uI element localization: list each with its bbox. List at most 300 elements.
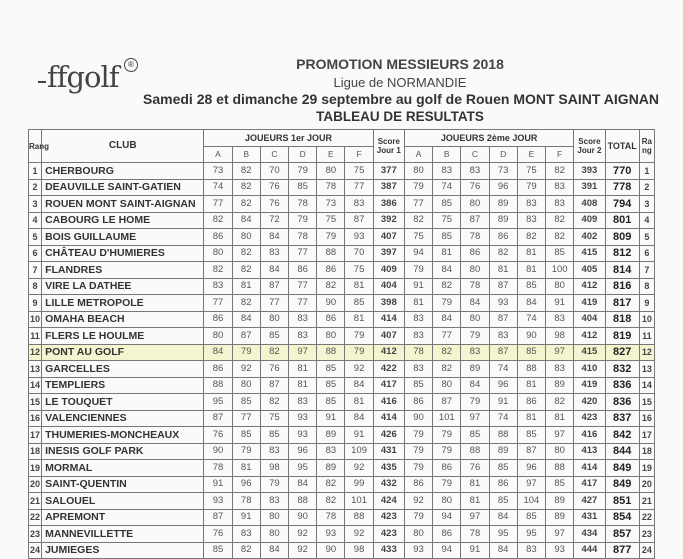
day2-score-cell: 95 bbox=[517, 526, 545, 543]
day2-score-cell: 76 bbox=[461, 460, 489, 477]
day1-total-cell: 377 bbox=[373, 163, 404, 180]
day1-score-cell: 91 bbox=[317, 410, 345, 427]
rank-right-cell: 3 bbox=[639, 196, 654, 213]
day2-score-cell: 87 bbox=[489, 311, 517, 328]
day2-total-cell: 423 bbox=[574, 410, 605, 427]
day1-score-cell: 83 bbox=[232, 526, 260, 543]
day1-score-cell: 81 bbox=[232, 460, 260, 477]
day1-score-cell: 88 bbox=[289, 493, 317, 510]
rank-cell: 11 bbox=[29, 328, 42, 345]
day1-score-cell: 93 bbox=[289, 410, 317, 427]
rank-right-cell: 21 bbox=[639, 493, 654, 510]
day2-score-cell: 94 bbox=[404, 245, 432, 262]
table-row bbox=[29, 245, 655, 262]
day2-score-cell: 84 bbox=[517, 295, 545, 312]
day1-score-cell: 78 bbox=[204, 460, 232, 477]
day2-score-cell: 79 bbox=[433, 427, 461, 444]
day2-score-cell: 79 bbox=[461, 394, 489, 411]
day2-score-cell: 97 bbox=[546, 526, 574, 543]
day1-score-cell: 82 bbox=[232, 179, 260, 196]
day1-score-cell: 84 bbox=[232, 311, 260, 328]
club-name-cell: FLERS LE HOULME bbox=[42, 328, 204, 345]
day2-score-cell: 84 bbox=[489, 542, 517, 559]
club-name-cell: SAINT-QUENTIN bbox=[42, 476, 204, 493]
day1-score-cell: 76 bbox=[260, 196, 288, 213]
day1-score-cell: 86 bbox=[204, 229, 232, 246]
day1-score-cell: 85 bbox=[345, 295, 373, 312]
table-row bbox=[29, 377, 655, 394]
day1-total-cell: 422 bbox=[373, 361, 404, 378]
rank-cell: 16 bbox=[29, 410, 42, 427]
day2-score-cell: 91 bbox=[404, 278, 432, 295]
club-name-cell: TEMPLIERS bbox=[42, 377, 204, 394]
day2-score-cell: 89 bbox=[546, 377, 574, 394]
rank-cell: 12 bbox=[29, 344, 42, 361]
table-row bbox=[29, 394, 655, 411]
day1-score-cell: 85 bbox=[260, 427, 288, 444]
day1-score-cell: 77 bbox=[260, 295, 288, 312]
day2-score-cell: 77 bbox=[404, 196, 432, 213]
day2-score-cell: 84 bbox=[433, 262, 461, 279]
day2-score-cell: 79 bbox=[433, 295, 461, 312]
day2-score-cell: 82 bbox=[404, 212, 432, 229]
rank-cell: 24 bbox=[29, 542, 42, 559]
day2-score-cell: 97 bbox=[546, 427, 574, 444]
day2-score-cell: 74 bbox=[489, 361, 517, 378]
day1-score-cell: 88 bbox=[317, 344, 345, 361]
day1-total-cell: 416 bbox=[373, 394, 404, 411]
day1-score-cell: 96 bbox=[232, 476, 260, 493]
day1-score-cell: 73 bbox=[317, 196, 345, 213]
club-name-cell: VALENCIENNES bbox=[42, 410, 204, 427]
rank-right-cell: 17 bbox=[639, 427, 654, 444]
day1-score-cell: 81 bbox=[345, 278, 373, 295]
day2-score-cell: 76 bbox=[461, 179, 489, 196]
day1-score-cell: 89 bbox=[317, 427, 345, 444]
day1-score-cell: 85 bbox=[317, 377, 345, 394]
day2-total-cell: 412 bbox=[574, 278, 605, 295]
day2-score-cell: 79 bbox=[461, 328, 489, 345]
day1-score-cell: 83 bbox=[289, 394, 317, 411]
day2-total-cell: 408 bbox=[574, 196, 605, 213]
club-name-cell: JUMIEGES bbox=[42, 542, 204, 559]
day1-score-cell: 77 bbox=[204, 196, 232, 213]
rank-cell: 13 bbox=[29, 361, 42, 378]
day2-score-cell: 83 bbox=[433, 163, 461, 180]
day2-score-cell: 80 bbox=[404, 163, 432, 180]
day1-score-cell: 85 bbox=[232, 394, 260, 411]
day2-score-cell: 86 bbox=[404, 394, 432, 411]
table-row bbox=[29, 328, 655, 345]
day1-score-cell: 81 bbox=[345, 394, 373, 411]
rank-cell: 20 bbox=[29, 476, 42, 493]
day2-score-cell: 75 bbox=[517, 163, 545, 180]
day1-score-cell: 93 bbox=[204, 493, 232, 510]
player-letter-header: A bbox=[404, 146, 432, 163]
club-name-cell: ROUEN MONT SAINT-AIGNAN bbox=[42, 196, 204, 213]
day2-total-cell: 415 bbox=[574, 245, 605, 262]
club-name-cell: OMAHA BEACH bbox=[42, 311, 204, 328]
day2-score-cell: 74 bbox=[489, 410, 517, 427]
day2-score-cell: 73 bbox=[489, 163, 517, 180]
day1-total-cell: 387 bbox=[373, 179, 404, 196]
day2-score-cell: 83 bbox=[489, 328, 517, 345]
day1-score-cell: 79 bbox=[232, 344, 260, 361]
day2-score-cell: 79 bbox=[433, 443, 461, 460]
day1-score-cell: 82 bbox=[317, 493, 345, 510]
table-row bbox=[29, 262, 655, 279]
club-name-cell: THUMERIES-MONCHEAUX bbox=[42, 427, 204, 444]
rank-right-cell: 8 bbox=[639, 278, 654, 295]
league-name: Ligue de NORMANDIE bbox=[333, 75, 467, 90]
total-cell: 819 bbox=[605, 328, 639, 345]
day1-score-cell: 86 bbox=[289, 262, 317, 279]
total-cell: 832 bbox=[605, 361, 639, 378]
day2-score-cell: 86 bbox=[433, 526, 461, 543]
day2-score-cell: 91 bbox=[461, 542, 489, 559]
club-name-cell: PONT AU GOLF bbox=[42, 344, 204, 361]
day1-score-cell: 92 bbox=[345, 460, 373, 477]
day1-score-cell: 83 bbox=[345, 196, 373, 213]
total-cell: 814 bbox=[605, 262, 639, 279]
club-name-cell: CHERBOURG bbox=[42, 163, 204, 180]
day1-score-cell: 78 bbox=[289, 229, 317, 246]
day1-score-cell: 78 bbox=[289, 196, 317, 213]
day1-score-cell: 78 bbox=[317, 179, 345, 196]
day2-total-cell: 434 bbox=[574, 526, 605, 543]
day1-score-cell: 87 bbox=[204, 509, 232, 526]
total-cell: 817 bbox=[605, 295, 639, 312]
day1-score-cell: 92 bbox=[289, 542, 317, 559]
total-cell: 877 bbox=[605, 542, 639, 559]
day2-score-cell: 87 bbox=[517, 443, 545, 460]
day2-score-cell: 79 bbox=[404, 509, 432, 526]
total-cell: 849 bbox=[605, 460, 639, 477]
rank-right-cell: 11 bbox=[639, 328, 654, 345]
day2-score-cell: 85 bbox=[546, 245, 574, 262]
day2-score-cell: 83 bbox=[546, 311, 574, 328]
day2-score-cell: 83 bbox=[404, 328, 432, 345]
table-row bbox=[29, 410, 655, 427]
rank-cell: 23 bbox=[29, 526, 42, 543]
day1-score-cell: 78 bbox=[232, 493, 260, 510]
day1-score-cell: 88 bbox=[317, 245, 345, 262]
day2-score-cell: 95 bbox=[489, 526, 517, 543]
day2-score-cell: 86 bbox=[461, 245, 489, 262]
day1-score-cell: 99 bbox=[345, 476, 373, 493]
day2-score-cell: 82 bbox=[433, 361, 461, 378]
day1-score-cell: 92 bbox=[345, 526, 373, 543]
day2-score-cell: 93 bbox=[546, 542, 574, 559]
day2-score-cell: 101 bbox=[433, 410, 461, 427]
day2-header: JOUEURS 2ème JOUR bbox=[404, 130, 573, 147]
day2-score-cell: 79 bbox=[404, 179, 432, 196]
day2-score-cell: 81 bbox=[461, 476, 489, 493]
day2-score-cell: 94 bbox=[433, 542, 461, 559]
player-letter-header: E bbox=[517, 146, 545, 163]
day2-score-cell: 89 bbox=[489, 196, 517, 213]
day1-score-cell: 79 bbox=[317, 229, 345, 246]
day1-total-cell: 404 bbox=[373, 278, 404, 295]
day2-score-cell: 81 bbox=[433, 245, 461, 262]
registered-mark-icon: ® bbox=[124, 58, 138, 72]
player-letter-header: D bbox=[489, 146, 517, 163]
day1-total-cell: 423 bbox=[373, 526, 404, 543]
day2-total-cell: 416 bbox=[574, 427, 605, 444]
day2-score-cell: 82 bbox=[517, 229, 545, 246]
day2-score-cell: 85 bbox=[433, 196, 461, 213]
day2-score-cell: 80 bbox=[433, 493, 461, 510]
rank-right-cell: 23 bbox=[639, 526, 654, 543]
rank-cell: 19 bbox=[29, 460, 42, 477]
day2-score-cell: 79 bbox=[404, 427, 432, 444]
day1-score-cell: 81 bbox=[345, 311, 373, 328]
rank-right-cell: 24 bbox=[639, 542, 654, 559]
day2-score-cell: 81 bbox=[517, 377, 545, 394]
day2-score-cell: 89 bbox=[461, 361, 489, 378]
day2-score-cell: 79 bbox=[517, 179, 545, 196]
day1-score-cell: 74 bbox=[204, 179, 232, 196]
rank-cell: 22 bbox=[29, 509, 42, 526]
day1-score-cell: 77 bbox=[289, 295, 317, 312]
day2-score-cell: 82 bbox=[546, 394, 574, 411]
day2-score-cell: 87 bbox=[433, 394, 461, 411]
day1-score-cell: 85 bbox=[204, 542, 232, 559]
total-cell: 809 bbox=[605, 229, 639, 246]
rank-right-cell: 1 bbox=[639, 163, 654, 180]
logo-bar bbox=[38, 81, 46, 83]
day1-score-cell: 82 bbox=[232, 245, 260, 262]
rank-right-cell: 15 bbox=[639, 394, 654, 411]
day1-score-cell: 75 bbox=[345, 262, 373, 279]
day2-score-cell: 81 bbox=[489, 262, 517, 279]
table-row bbox=[29, 311, 655, 328]
club-name-cell: APREMONT bbox=[42, 509, 204, 526]
table-row bbox=[29, 542, 655, 559]
day2-score-cell: 79 bbox=[404, 443, 432, 460]
club-name-cell: MANNEVILLETTE bbox=[42, 526, 204, 543]
day1-total-cell: 398 bbox=[373, 295, 404, 312]
day2-score-cell: 84 bbox=[461, 295, 489, 312]
day2-total-cell: 431 bbox=[574, 509, 605, 526]
club-name-cell: GARCELLES bbox=[42, 361, 204, 378]
day1-score-cell: 91 bbox=[232, 509, 260, 526]
day1-score-cell: 109 bbox=[345, 443, 373, 460]
rank-right-cell: 22 bbox=[639, 509, 654, 526]
day2-score-cell: 81 bbox=[517, 262, 545, 279]
day1-score-cell: 90 bbox=[317, 295, 345, 312]
day1-score-cell: 98 bbox=[345, 542, 373, 559]
day1-score-cell: 81 bbox=[289, 377, 317, 394]
rank-right-cell: 9 bbox=[639, 295, 654, 312]
table-row bbox=[29, 295, 655, 312]
day2-score-cell: 79 bbox=[433, 476, 461, 493]
club-name-cell: BOIS GUILLAUME bbox=[42, 229, 204, 246]
day1-score-cell: 86 bbox=[317, 311, 345, 328]
day1-total-cell: 431 bbox=[373, 443, 404, 460]
day1-score-cell: 84 bbox=[232, 212, 260, 229]
day2-score-cell: 86 bbox=[489, 476, 517, 493]
day1-score-cell: 97 bbox=[289, 344, 317, 361]
score2-header: Score Jour 2 bbox=[574, 130, 605, 163]
day2-score-cell: 86 bbox=[489, 229, 517, 246]
total-cell: 812 bbox=[605, 245, 639, 262]
rank-cell: 6 bbox=[29, 245, 42, 262]
total-cell: 816 bbox=[605, 278, 639, 295]
day1-score-cell: 80 bbox=[317, 328, 345, 345]
day1-score-cell: 84 bbox=[289, 476, 317, 493]
day2-total-cell: 444 bbox=[574, 542, 605, 559]
results-body bbox=[29, 163, 655, 559]
day1-score-cell: 93 bbox=[317, 526, 345, 543]
day2-score-cell: 88 bbox=[546, 460, 574, 477]
player-letter-header: F bbox=[546, 146, 574, 163]
day1-total-cell: 407 bbox=[373, 229, 404, 246]
day1-total-cell: 423 bbox=[373, 509, 404, 526]
day1-score-cell: 78 bbox=[317, 509, 345, 526]
total-cell: 857 bbox=[605, 526, 639, 543]
club-name-cell: INESIS GOLF PARK bbox=[42, 443, 204, 460]
day1-total-cell: 414 bbox=[373, 311, 404, 328]
day1-score-cell: 82 bbox=[232, 163, 260, 180]
day1-score-cell: 96 bbox=[289, 443, 317, 460]
day1-total-cell: 409 bbox=[373, 262, 404, 279]
player-letter-header: C bbox=[461, 146, 489, 163]
rank-right-cell: 12 bbox=[639, 344, 654, 361]
day2-score-cell: 80 bbox=[546, 278, 574, 295]
day2-score-cell: 79 bbox=[404, 262, 432, 279]
day1-score-cell: 86 bbox=[204, 311, 232, 328]
day2-score-cell: 93 bbox=[489, 295, 517, 312]
day1-score-cell: 83 bbox=[317, 443, 345, 460]
rank-right-cell: 14 bbox=[639, 377, 654, 394]
day1-total-cell: 412 bbox=[373, 344, 404, 361]
day1-score-cell: 93 bbox=[289, 427, 317, 444]
day1-header: JOUEURS 1er JOUR bbox=[204, 130, 373, 147]
day2-score-cell: 98 bbox=[546, 328, 574, 345]
rank-right-cell: 19 bbox=[639, 460, 654, 477]
day1-score-cell: 83 bbox=[204, 278, 232, 295]
day2-total-cell: 413 bbox=[574, 443, 605, 460]
day2-score-cell: 90 bbox=[404, 410, 432, 427]
rank-right-cell: 20 bbox=[639, 476, 654, 493]
rank-right-cell: 16 bbox=[639, 410, 654, 427]
day1-score-cell: 79 bbox=[232, 443, 260, 460]
day2-score-cell: 83 bbox=[404, 311, 432, 328]
ffgolf-logo bbox=[38, 60, 119, 94]
day2-score-cell: 74 bbox=[433, 179, 461, 196]
day2-score-cell: 89 bbox=[489, 212, 517, 229]
rank-cell: 4 bbox=[29, 212, 42, 229]
day1-score-cell: 75 bbox=[317, 212, 345, 229]
day2-score-cell: 97 bbox=[517, 476, 545, 493]
total-cell: 844 bbox=[605, 443, 639, 460]
day2-score-cell: 92 bbox=[404, 493, 432, 510]
day1-score-cell: 85 bbox=[260, 328, 288, 345]
day2-score-cell: 84 bbox=[489, 509, 517, 526]
day2-score-cell: 91 bbox=[489, 394, 517, 411]
day2-score-cell: 83 bbox=[461, 163, 489, 180]
day1-score-cell: 70 bbox=[260, 163, 288, 180]
rank-right-cell: 7 bbox=[639, 262, 654, 279]
day1-score-cell: 76 bbox=[260, 179, 288, 196]
day1-score-cell: 82 bbox=[204, 212, 232, 229]
total-cell: 794 bbox=[605, 196, 639, 213]
table-row bbox=[29, 460, 655, 477]
day2-score-cell: 78 bbox=[404, 344, 432, 361]
day2-score-cell: 80 bbox=[404, 526, 432, 543]
day1-score-cell: 101 bbox=[345, 493, 373, 510]
day1-score-cell: 89 bbox=[317, 460, 345, 477]
day1-total-cell: 424 bbox=[373, 493, 404, 510]
table-row bbox=[29, 196, 655, 213]
day1-score-cell: 73 bbox=[204, 163, 232, 180]
day1-score-cell: 81 bbox=[289, 361, 317, 378]
day1-score-cell: 83 bbox=[260, 245, 288, 262]
day1-score-cell: 85 bbox=[317, 361, 345, 378]
day2-score-cell: 83 bbox=[461, 344, 489, 361]
day1-score-cell: 84 bbox=[260, 229, 288, 246]
day2-total-cell: 393 bbox=[574, 163, 605, 180]
score1-header: Score Jour 1 bbox=[373, 130, 404, 163]
table-row bbox=[29, 476, 655, 493]
day1-score-cell: 80 bbox=[204, 328, 232, 345]
day1-score-cell: 80 bbox=[260, 311, 288, 328]
results-table bbox=[28, 129, 655, 559]
day2-score-cell: 86 bbox=[404, 476, 432, 493]
rank-right-cell: 13 bbox=[639, 361, 654, 378]
total-cell: 837 bbox=[605, 410, 639, 427]
table-header bbox=[29, 130, 655, 163]
day2-score-cell: 77 bbox=[433, 328, 461, 345]
day2-score-cell: 88 bbox=[517, 361, 545, 378]
table-row bbox=[29, 526, 655, 543]
rank-right-cell: 5 bbox=[639, 229, 654, 246]
day1-score-cell: 90 bbox=[317, 542, 345, 559]
day1-score-cell: 76 bbox=[204, 427, 232, 444]
day2-score-cell: 80 bbox=[461, 196, 489, 213]
day2-score-cell: 82 bbox=[433, 344, 461, 361]
day2-score-cell: 91 bbox=[546, 295, 574, 312]
rank-cell: 15 bbox=[29, 394, 42, 411]
rank-cell: 1 bbox=[29, 163, 42, 180]
day2-total-cell: 402 bbox=[574, 229, 605, 246]
day1-score-cell: 82 bbox=[232, 196, 260, 213]
day2-score-cell: 97 bbox=[546, 344, 574, 361]
day2-total-cell: 409 bbox=[574, 212, 605, 229]
day1-score-cell: 72 bbox=[260, 212, 288, 229]
day1-score-cell: 85 bbox=[317, 394, 345, 411]
day1-score-cell: 84 bbox=[204, 344, 232, 361]
day1-score-cell: 77 bbox=[289, 278, 317, 295]
day1-score-cell: 93 bbox=[345, 229, 373, 246]
day2-score-cell: 82 bbox=[489, 245, 517, 262]
total-cell: 851 bbox=[605, 493, 639, 510]
total-cell: 854 bbox=[605, 509, 639, 526]
rank-cell: 9 bbox=[29, 295, 42, 312]
day1-score-cell: 77 bbox=[204, 295, 232, 312]
day2-score-cell: 97 bbox=[461, 509, 489, 526]
day1-score-cell: 84 bbox=[260, 262, 288, 279]
rank-right-cell: 4 bbox=[639, 212, 654, 229]
day2-score-cell: 80 bbox=[546, 443, 574, 460]
day1-score-cell: 91 bbox=[204, 476, 232, 493]
table-row bbox=[29, 427, 655, 444]
day1-score-cell: 85 bbox=[289, 179, 317, 196]
day2-score-cell: 104 bbox=[517, 493, 545, 510]
table-row bbox=[29, 179, 655, 196]
rank-cell: 8 bbox=[29, 278, 42, 295]
